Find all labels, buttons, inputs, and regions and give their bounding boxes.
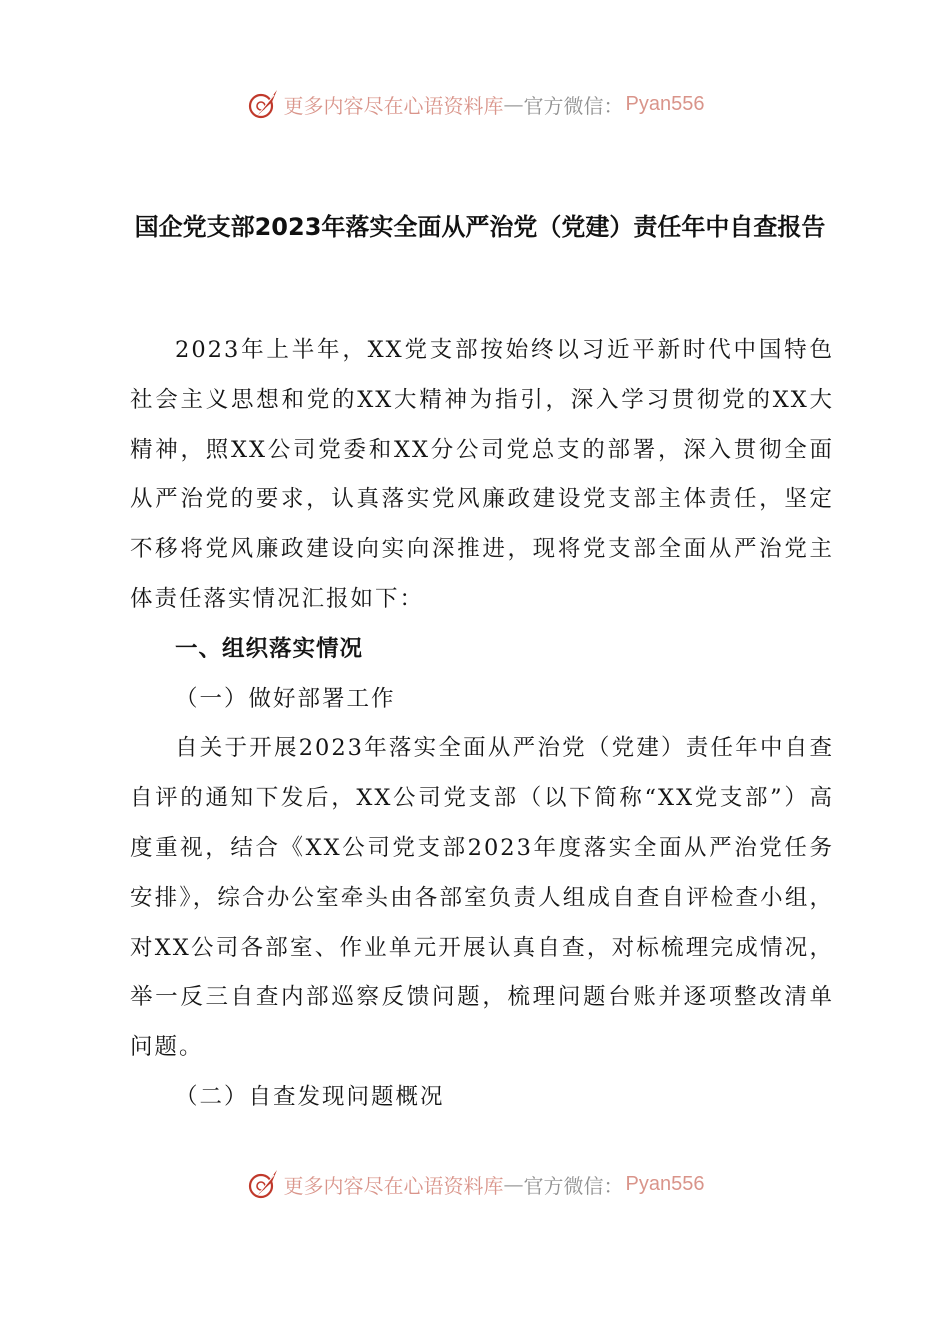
- document-body: [130, 326, 834, 1123]
- watermark-wechat-label: 官方微信：: [523, 93, 624, 118]
- watermark-brand: 更多内容尽在心语资料库: [283, 93, 504, 118]
- quill-pen-logo-icon: [246, 87, 280, 121]
- intro-paragraph: 2023年上半年，XX党支部按始终以习近平新时代中国特色社会主义思想和党的XX大精神为指引，深入学习贯彻党的XX大精神，照XX公司党委和XX分公司党总支的部署，深入贯彻全面从严治党的要求，认真落实党风廉政建设党支部主体责任，坚定不移将党风廉政建设向实向深推进，现将党支部全面从严治党主体责任落实情况汇报如下：: [130, 337, 834, 612]
- watermark-wechat-id: Pyan556: [625, 1172, 705, 1195]
- watermark-separator: —: [503, 92, 524, 116]
- subsection-heading-issues: （二）自查发现问题概况: [175, 1083, 445, 1110]
- watermark-wechat-label: 官方微信：: [523, 1173, 624, 1198]
- section-heading-organization: 一、组织落实情况: [175, 635, 364, 662]
- deployment-paragraph: 自关于开展2023年落实全面从严治党（党建）责任年中自查自评的通知下发后，XX公司党支部（以下简称“XX党支部”）高度重视，结合《XX公司党支部2023年度落实全面从严治党任务安排》，综合办公室牵头由各部室负责人组成自查自评检查小组，对XX公司各部室、作业单元开展认真自查，对标梳理完成情况，举一反三自查内部巡察反馈问题，梳理问题台账并逐项整改清单问题。: [130, 735, 834, 1061]
- watermark-wechat-id: Pyan556: [625, 92, 705, 115]
- subsection-heading-deployment: （一）做好部署工作: [175, 685, 396, 712]
- quill-pen-logo-icon: [246, 1167, 280, 1201]
- document-title: 国企党支部2023年落实全面从严治党（党建）责任年中自查报告: [134, 213, 826, 241]
- watermark-banner-top: [0, 84, 950, 124]
- watermark-banner-bottom: [0, 1164, 950, 1204]
- watermark-brand: 更多内容尽在心语资料库: [283, 1173, 504, 1198]
- watermark-separator: —: [503, 1172, 524, 1196]
